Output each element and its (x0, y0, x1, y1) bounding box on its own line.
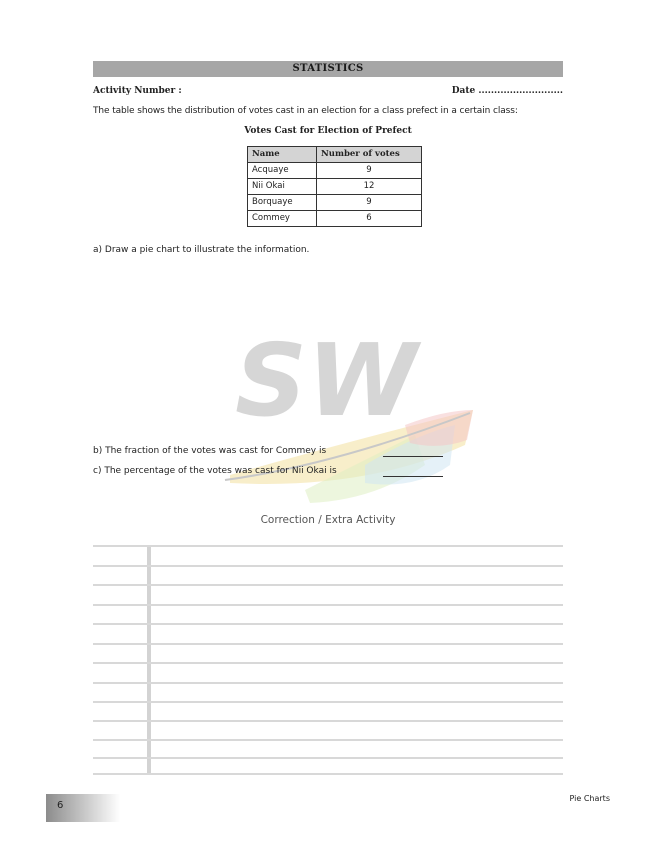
intro-text: The table shows the distribution of votes cast in an election for a class prefect in a certain class: (93, 106, 518, 116)
ruled-line (93, 720, 563, 722)
cell-votes: 12 (317, 179, 422, 195)
question-c (93, 466, 337, 476)
votes-table (247, 146, 422, 227)
correction-title: Correction / Extra Activity (260, 514, 396, 526)
ruled-line (93, 701, 563, 703)
ruled-line (93, 604, 563, 606)
column-header-votes: Number of votes (317, 147, 422, 163)
table-row (248, 211, 422, 227)
ruled-line (93, 545, 563, 547)
activity-row (93, 86, 563, 100)
date-label: Date ........................... (451, 86, 563, 96)
table-row (248, 195, 422, 211)
question-b-text: b) The fraction of the votes was cast for Commey is (93, 446, 327, 456)
page-number: 6 (57, 800, 64, 811)
footer-section-title: Pie Charts (569, 794, 610, 803)
column-header-name: Name (248, 147, 317, 163)
activity-number-label: Activity Number : (93, 86, 182, 96)
answer-blank-b[interactable] (383, 456, 443, 457)
ruled-line (93, 739, 563, 741)
cell-votes: 6 (317, 211, 422, 227)
section-title-bar: STATISTICS (93, 61, 563, 77)
question-a: a) Draw a pie chart to illustrate the information. (93, 245, 310, 255)
ruled-line (93, 584, 563, 586)
cell-name: Acquaye (248, 163, 317, 179)
question-c-text: c) The percentage of the votes was cast for Nii Okai is (93, 466, 337, 476)
ruled-line (93, 757, 563, 759)
question-b (93, 446, 326, 456)
cell-votes: 9 (317, 195, 422, 211)
ruled-line (93, 643, 563, 645)
ruled-line (93, 682, 563, 684)
ruled-line (93, 565, 563, 567)
table-header-row (248, 147, 422, 163)
ruled-line (93, 773, 563, 775)
answer-blank-c[interactable] (383, 476, 443, 477)
cell-name: Commey (248, 211, 317, 227)
ruled-line (93, 623, 563, 625)
sw-watermark-logo (215, 315, 475, 515)
cell-name: Borquaye (248, 195, 317, 211)
cell-name: Nii Okai (248, 179, 317, 195)
cell-votes: 9 (317, 163, 422, 179)
watermark-text: SW (235, 322, 418, 439)
table-row (248, 179, 422, 195)
table-title: Votes Cast for Election of Prefect (244, 126, 412, 136)
table-row (248, 163, 422, 179)
correction-lined-area[interactable] (93, 545, 563, 775)
ruled-line (93, 662, 563, 664)
